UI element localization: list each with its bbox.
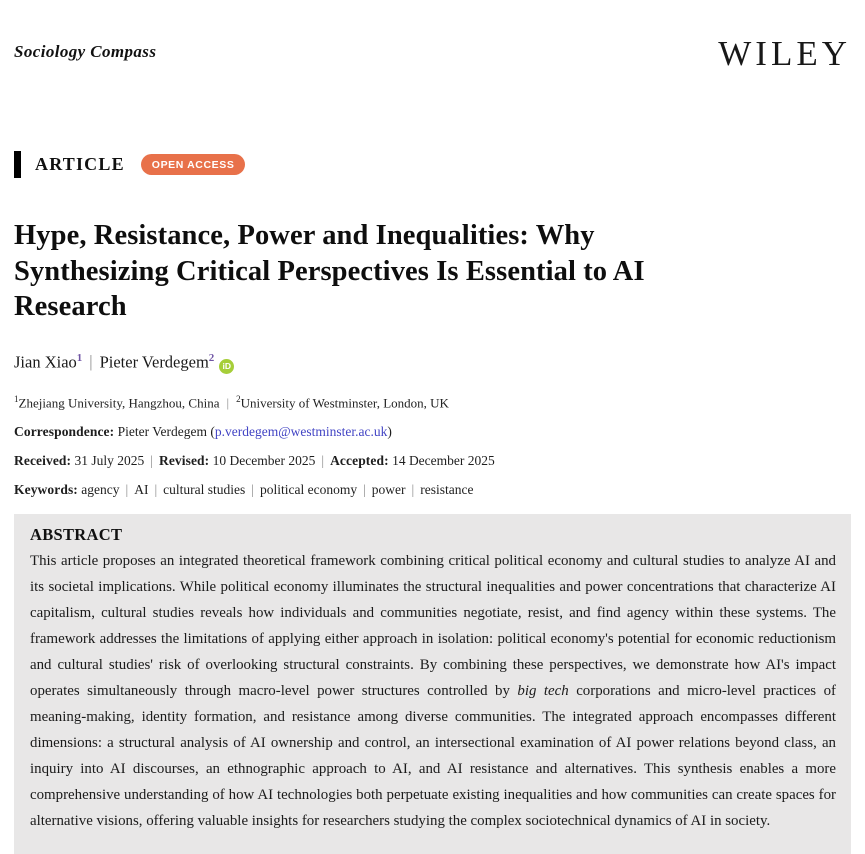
affiliation-separator: | xyxy=(226,395,230,411)
keyword-separator: | xyxy=(125,482,129,498)
abstract-text xyxy=(30,548,836,834)
author-name: Jian Xiao xyxy=(14,352,77,371)
correspondence-label: Correspondence: xyxy=(14,424,115,440)
author-name: Pieter Verdegem xyxy=(99,352,209,371)
keyword: agency xyxy=(81,482,120,498)
banner-bar xyxy=(14,151,21,178)
keyword: resistance xyxy=(420,482,474,498)
history-separator: | xyxy=(150,453,153,469)
article-type-label: ARTICLE xyxy=(35,154,125,174)
open-access-badge[interactable]: OPEN ACCESS xyxy=(141,154,246,175)
correspondence-email-link[interactable]: p.verdegem@westminster.ac.uk xyxy=(214,424,388,440)
keyword: power xyxy=(371,482,406,498)
affiliation-text: Zhejiang University, Hangzhou, China xyxy=(18,395,220,411)
keyword-separator: | xyxy=(411,482,415,498)
abstract-segment: corporations and micro-level practices of meaning-making, identity formation, and resistance among diverse communities. The integrated approach encompasses different dimensions: a structural analysis of AI ownership and control, an intersectional examination of AI power relations beyond class, an inquiry into AI discourses, an ethnographic approach to AI, and AI resistance and alternatives. This synthesis enables a more comprehensive understanding of how AI technologies both perpetuate existing inequalities and how communities can create spaces for alternative visions, offering valuable insights for researchers studying the complex sociotechnical dynamics of AI in society. xyxy=(30,683,836,830)
affiliation-text: University of Westminster, London, UK xyxy=(240,395,449,411)
affiliation-sup: 1 xyxy=(14,394,19,404)
received-label: Received: xyxy=(14,453,72,469)
orcid-icon[interactable]: iD xyxy=(219,359,234,374)
abstract-segment-italic: big tech xyxy=(517,683,569,700)
paren-close: ) xyxy=(387,424,392,440)
revised-date: 10 December 2025 xyxy=(212,453,316,469)
revised-label: Revised: xyxy=(158,453,210,469)
correspondence-line xyxy=(14,424,851,440)
keyword: political economy xyxy=(259,482,358,498)
keyword-separator: | xyxy=(154,482,158,498)
paren-open: ( xyxy=(210,424,215,440)
article-title: Hype, Resistance, Power and Inequalities: Why Synthesizing Critical Perspectives Is Essential to AI Research xyxy=(14,220,645,322)
keyword-separator: | xyxy=(363,482,366,498)
abstract-segment: This article proposes an integrated theoretical framework combining critical political economy and cultural studies to analyze AI and its societal implications. While political economy illuminates the structural inequalities and power concentrations that characterize AI capitalism, cultural studies reveals how individuals and communities negotiate, resist, and find agency within these systems. The framework addresses the limitations of applying either approach in isolation: political economy's potential for economic reductionism and cultural studies' risk of overlooking structural constraints. By combining these perspectives, we demonstrate how AI's impact operates simultaneously through macro-level power structures controlled by xyxy=(30,553,836,700)
wiley-logo: WILEY xyxy=(718,34,851,73)
abstract-heading: ABSTRACT xyxy=(30,525,123,545)
journal-name: Sociology Compass xyxy=(14,42,157,61)
history-line xyxy=(14,453,851,469)
author-sup: 1 xyxy=(76,351,83,364)
author-sup: 2 xyxy=(208,351,215,364)
page-header xyxy=(14,0,851,71)
affiliation-sup: 2 xyxy=(236,394,241,404)
correspondence-name: Pieter Verdegem xyxy=(117,424,207,440)
history-separator: | xyxy=(321,453,325,469)
abstract-box xyxy=(14,514,851,854)
keyword-separator: | xyxy=(251,482,254,498)
keywords-line xyxy=(14,482,851,498)
accepted-label: Accepted: xyxy=(330,453,389,469)
received-date: 31 July 2025 xyxy=(74,453,145,469)
authors-line xyxy=(14,352,851,375)
keyword: AI xyxy=(134,482,149,498)
article-banner xyxy=(14,151,851,178)
affiliations-line xyxy=(14,394,851,411)
accepted-date: 14 December 2025 xyxy=(392,453,495,469)
author-separator: | xyxy=(89,352,93,371)
keywords-label: Keywords: xyxy=(14,482,78,498)
keyword: cultural studies xyxy=(163,482,246,498)
